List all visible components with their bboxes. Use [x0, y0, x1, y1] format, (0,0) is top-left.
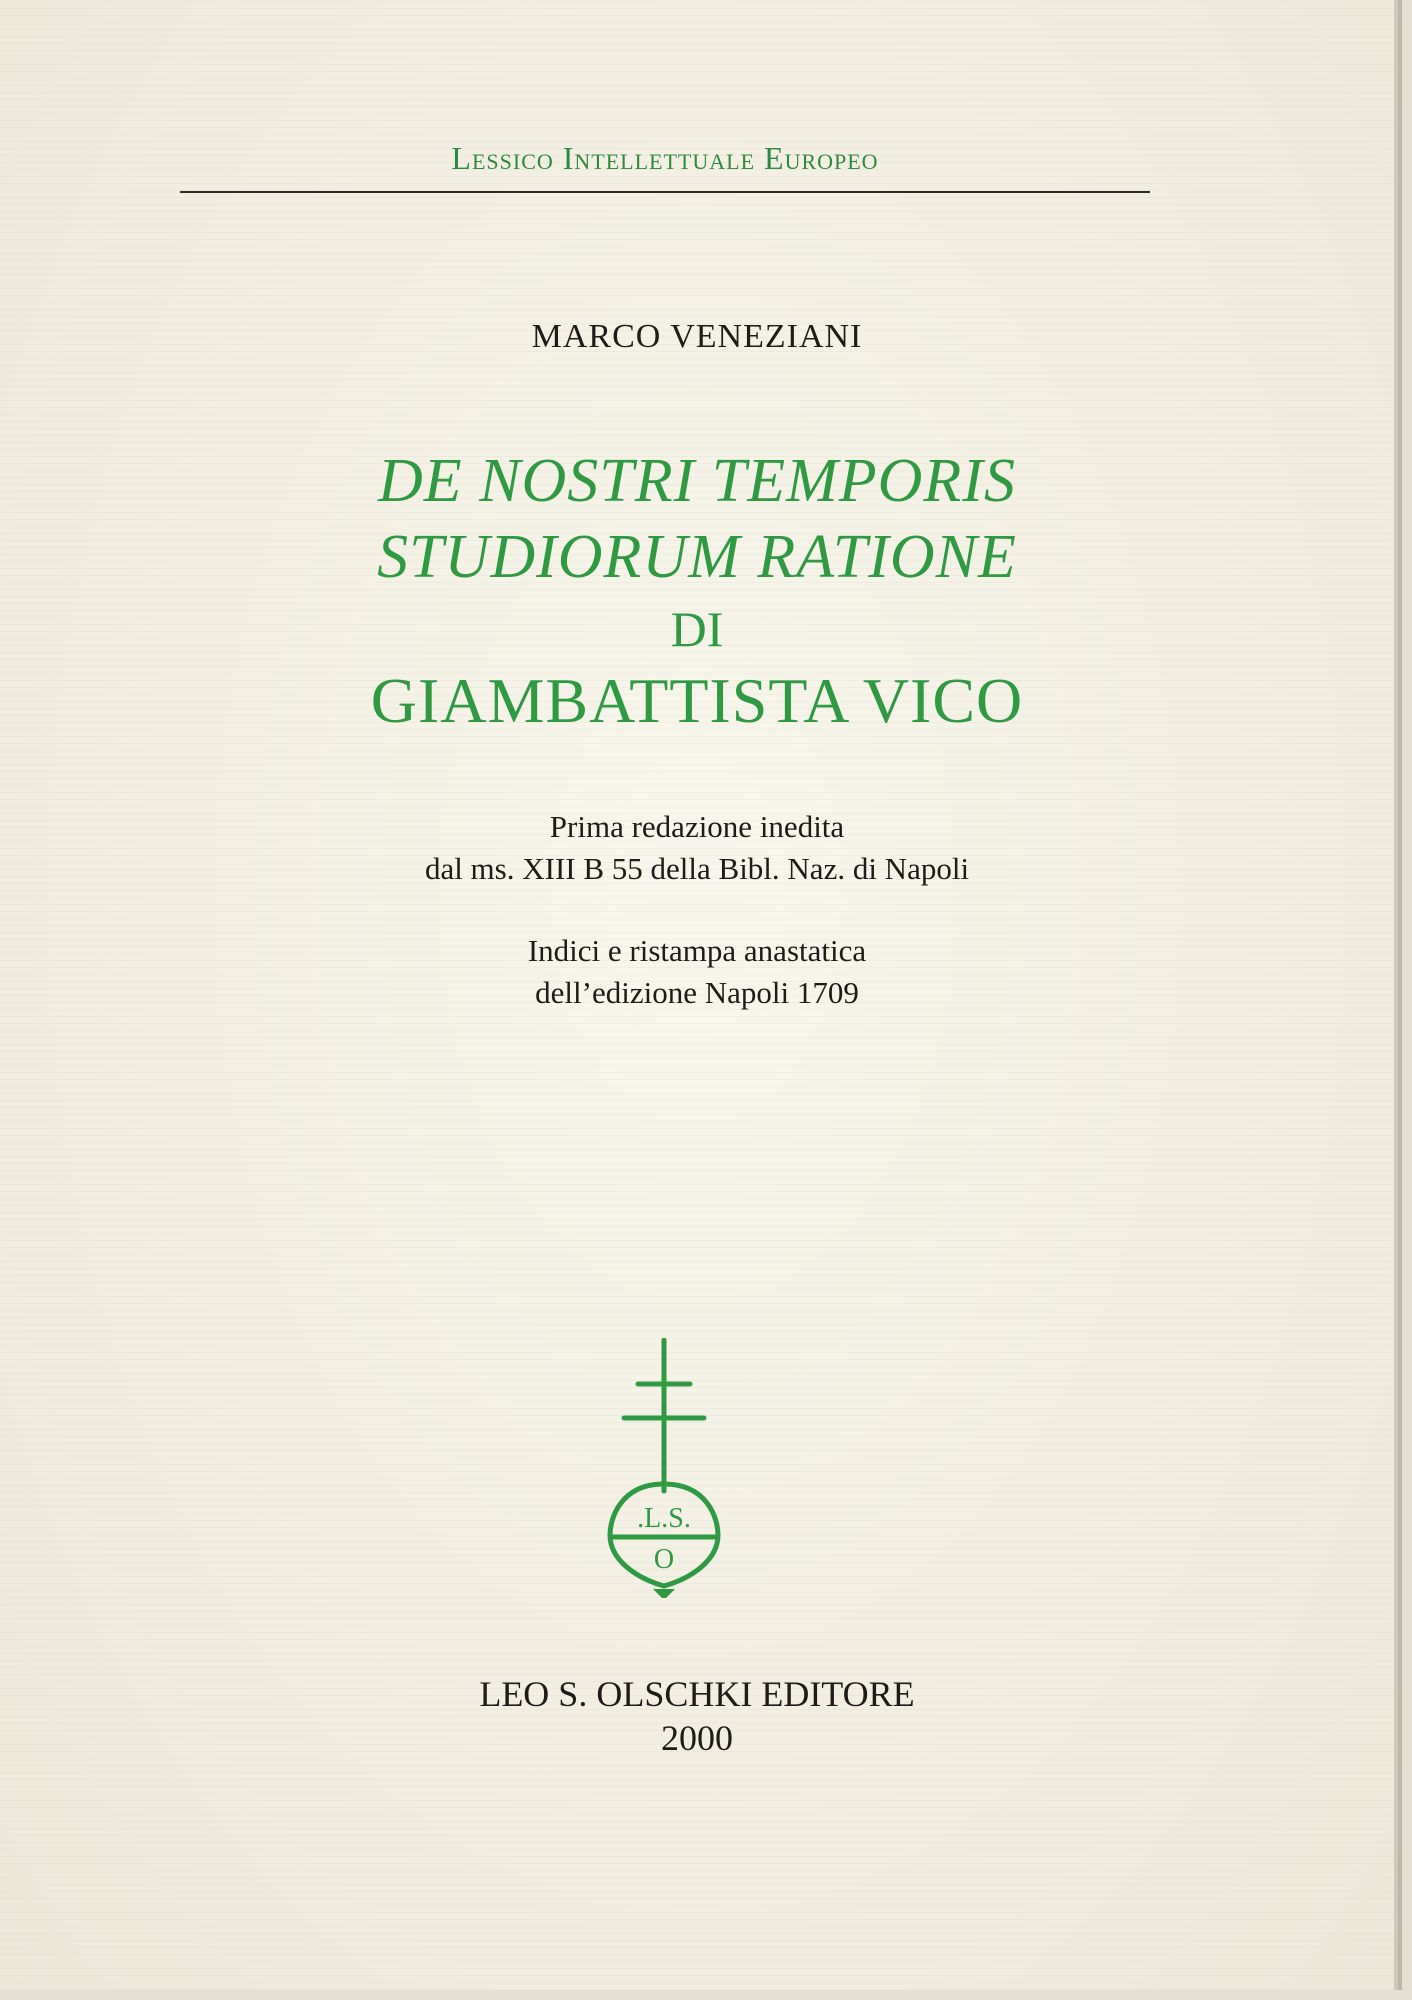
- publisher-name: LEO S. OLSCHKI EDITORE: [479, 1674, 915, 1714]
- series-rule: [180, 191, 1150, 193]
- series-title: Lessico Intellettuale Europeo: [451, 140, 879, 176]
- author-name: MARCO VENEZIANI: [531, 318, 863, 355]
- book-title: [0, 443, 1394, 739]
- subtitle-edition-line-2: dal ms. XIII B 55 della Bibl. Naz. di Napoli: [424, 851, 970, 886]
- title-line-4: GIAMBATTISTA VICO: [370, 665, 1024, 736]
- title-line-1: DE NOSTRI TEMPORIS: [378, 447, 1016, 515]
- subtitle-edition: [0, 806, 1394, 890]
- title-line-3: DI: [670, 601, 724, 657]
- publisher-imprint: [0, 1672, 1394, 1760]
- mark-top-letters: .L.S.: [637, 1503, 691, 1534]
- subtitle-indices: [0, 930, 1394, 1014]
- publication-year: 2000: [661, 1718, 733, 1758]
- printer-mark-icon: [604, 1338, 724, 1598]
- mark-point: [653, 1589, 675, 1598]
- subtitle-indices-line-1: Indici e ristampa anastatica: [527, 933, 867, 968]
- subtitle-edition-line-1: Prima redazione inedita: [549, 809, 845, 844]
- mark-bottom-letter: O: [653, 1544, 675, 1575]
- subtitle-indices-line-2: dell’edizione Napoli 1709: [535, 975, 859, 1010]
- title-line-2: STUDIORUM RATIONE: [377, 523, 1017, 591]
